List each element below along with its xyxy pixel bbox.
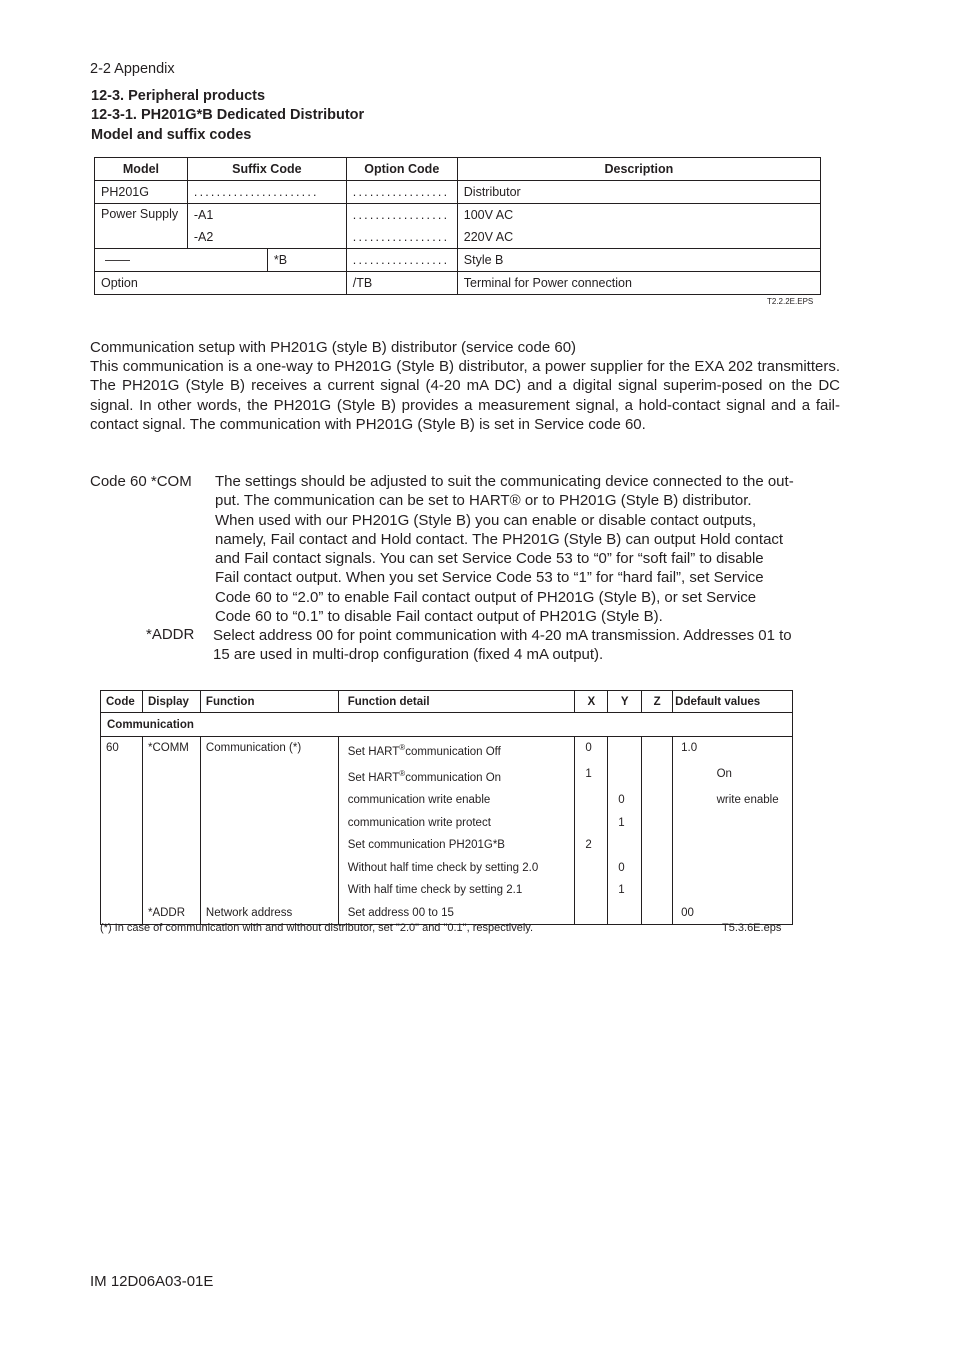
header-suffix-code: Suffix Code	[187, 158, 346, 181]
row-code: 60	[101, 737, 143, 764]
row-function-detail	[338, 834, 575, 856]
row-code	[101, 857, 143, 879]
com-line: and Fail contact signals. You can set Service Code 53 to “0” for “soft fail” to disable	[215, 550, 764, 568]
row-code	[101, 902, 143, 925]
header-y: Y	[608, 691, 642, 713]
table-row	[101, 834, 793, 856]
row-default	[673, 763, 713, 789]
row-y	[608, 902, 642, 925]
registered-mark: ®	[399, 769, 406, 779]
row-default: 00	[673, 902, 713, 925]
row-display	[142, 789, 200, 811]
option-dots: .................	[346, 226, 457, 249]
row-default	[673, 812, 713, 834]
row-x	[575, 879, 608, 901]
row-x: 0	[575, 737, 608, 764]
row-z	[642, 812, 673, 834]
row-z	[642, 857, 673, 879]
row-display	[142, 834, 200, 856]
header-display: Display	[142, 691, 200, 713]
row-function	[200, 857, 338, 879]
row-function-detail	[338, 789, 575, 811]
detail-text: communication write enable	[347, 794, 491, 807]
row-default	[673, 879, 713, 901]
row-default-note	[713, 857, 793, 879]
row-display	[142, 812, 200, 834]
row-x	[575, 812, 608, 834]
document-number: IM 12D06A03-01E	[90, 1273, 214, 1290]
row-function	[200, 879, 338, 901]
com-line: Fail contact output. When you set Service Code 53 to “1” for “hard fail”, set Service	[215, 569, 764, 587]
row-z	[642, 834, 673, 856]
row-function-detail	[338, 763, 575, 789]
row-y: 1	[608, 812, 642, 834]
row-y: 0	[608, 857, 642, 879]
detail-text: Set communication PH201G*B	[347, 839, 505, 852]
suffix-a2: -A2	[187, 226, 346, 249]
row-function	[200, 834, 338, 856]
header-function: Function	[200, 691, 338, 713]
row-x	[575, 857, 608, 879]
row-z	[642, 737, 673, 764]
row-function-detail	[338, 879, 575, 901]
row-z	[642, 879, 673, 901]
row-default-note	[713, 737, 793, 764]
row-default	[673, 834, 713, 856]
row-display	[142, 763, 200, 789]
row-default-note	[713, 879, 793, 901]
detail-text: Set HART	[347, 745, 400, 758]
row-function: Communication (*)	[200, 737, 338, 764]
detail-text-suffix: communication Off	[405, 745, 501, 758]
row-code	[101, 789, 143, 811]
row-display: *COMM	[142, 737, 200, 764]
addr-line: Select address 00 for point communication with 4-20 mA transmission. Addresses 01 to	[213, 627, 792, 644]
row-y	[608, 834, 642, 856]
row-default-note	[713, 812, 793, 834]
addr-line: 15 are used in multi-drop configuration (fixed 4 mA output).	[213, 646, 604, 664]
detail-text: With half time check by setting 2.1	[347, 884, 523, 897]
com-description	[215, 472, 840, 626]
row-display	[142, 857, 200, 879]
row-function-detail	[338, 737, 575, 764]
header-default-values: Ddefault values	[673, 691, 793, 713]
desc-style-b: Style B	[457, 249, 820, 272]
com-line: Code 60 to “0.1” to disable Fail contact output of PH201G (Style B).	[215, 608, 663, 626]
page-header: 2-2 Appendix	[90, 61, 175, 77]
communication-paragraph: This communication is a one-way to PH201G (Style B) distributor, a power supplier for the EXA 202 transmitters. The PH201G (Style B) receives a current signal (4-20 mA DC) and a digital signal superim-posed on the DC signal. In other words, the PH201G (Style B) provides a measurement signal, a hold-contact signal and a fail-contact signal. The communication with PH201G (Style B) is set in Service code 60.	[90, 358, 840, 433]
row-z	[642, 789, 673, 811]
row-display: *ADDR	[142, 902, 200, 925]
row-x: 1	[575, 763, 608, 789]
communication-title: Communication setup with PH201G (style B) distributor (service code 60)	[90, 339, 577, 356]
table-title: Model and suffix codes	[91, 127, 252, 143]
suffix-dots: ......................	[187, 181, 346, 204]
row-code	[101, 879, 143, 901]
row-default	[673, 857, 713, 879]
row-code	[101, 834, 143, 856]
row-y: 1	[608, 879, 642, 901]
row-function-detail	[338, 857, 575, 879]
desc-distributor: Distributor	[457, 181, 820, 204]
code-60-label: Code 60 *COM	[90, 473, 192, 490]
row-x: 2	[575, 834, 608, 856]
com-line: Code 60 to “2.0” to enable Fail contact output of PH201G (Style B), or set Service	[215, 588, 757, 606]
detail-text-suffix: communication On	[405, 772, 502, 785]
row-default-note	[713, 834, 793, 856]
detail-text: Without half time check by setting 2.0	[347, 861, 539, 874]
suffix-style-b: *B	[267, 249, 346, 272]
row-function-detail	[338, 812, 575, 834]
model-option: Option	[95, 272, 347, 295]
option-dots: .................	[346, 204, 457, 227]
option-tb: /TB	[346, 272, 457, 295]
table-row	[101, 902, 793, 925]
header-code: Code	[101, 691, 143, 713]
addr-description	[213, 626, 840, 665]
header-option-code: Option Code	[346, 158, 457, 181]
suffix-a1: -A1	[187, 204, 346, 227]
option-dots: .................	[346, 181, 457, 204]
row-function	[200, 812, 338, 834]
header-z: Z	[642, 691, 673, 713]
row-z	[642, 902, 673, 925]
row-default-note	[713, 902, 793, 925]
row-z	[642, 763, 673, 789]
row-function	[200, 789, 338, 811]
header-model: Model	[95, 158, 188, 181]
row-function-detail	[338, 902, 575, 925]
style-dash: ——	[95, 249, 268, 272]
table-row	[101, 879, 793, 901]
row-code	[101, 763, 143, 789]
model-power-supply: Power Supply	[95, 204, 188, 249]
table-footnote: (*) In case of communication with and without distributor, set "2.0" and "0.1", respectively.	[100, 922, 534, 934]
service-code-table	[100, 690, 793, 925]
com-line: The settings should be adjusted to suit the communicating device connected to the out-	[215, 473, 794, 490]
table-row	[101, 763, 793, 789]
table-row	[101, 789, 793, 811]
row-default	[673, 789, 713, 811]
table-reference-2: T5.3.6E.eps	[722, 922, 782, 934]
desc-220v: 220V AC	[457, 226, 820, 249]
addr-label: *ADDR	[146, 626, 195, 643]
row-default: 1.0	[673, 737, 713, 764]
header-description: Description	[457, 158, 820, 181]
row-default-note: On	[713, 763, 793, 789]
row-function	[200, 763, 338, 789]
row-y: 0	[608, 789, 642, 811]
header-function-detail: Function detail	[338, 691, 575, 713]
table-row	[101, 737, 793, 764]
row-y	[608, 763, 642, 789]
model-suffix-table	[94, 157, 821, 295]
row-x	[575, 789, 608, 811]
section-heading: 12-3. Peripheral products	[91, 88, 266, 104]
row-default-note: write enable	[713, 789, 793, 811]
table-reference: T2.2.2E.EPS	[767, 297, 814, 306]
desc-terminal: Terminal for Power connection	[457, 272, 820, 295]
table-row	[101, 812, 793, 834]
row-y	[608, 737, 642, 764]
section-communication: Communication	[101, 713, 793, 737]
subsection-heading: 12-3-1. PH201G*B Dedicated Distributor	[91, 107, 365, 123]
detail-text: Set address 00 to 15	[347, 906, 454, 919]
com-line: namely, Fail contact and Hold contact. The PH201G (Style B) can output Hold contact	[215, 530, 784, 548]
detail-text: communication write protect	[347, 816, 491, 829]
table-row	[101, 857, 793, 879]
row-function: Network address	[200, 902, 338, 925]
desc-100v: 100V AC	[457, 204, 820, 227]
com-line: put. The communication can be set to HART® or to PH201G (Style B) distributor.	[215, 492, 752, 510]
row-display	[142, 879, 200, 901]
detail-text: Set HART	[347, 772, 400, 785]
model-ph201g: PH201G	[95, 181, 188, 204]
row-x	[575, 902, 608, 925]
header-x: X	[575, 691, 608, 713]
row-code	[101, 812, 143, 834]
com-line: When used with our PH201G (Style B) you can enable or disable contact outputs,	[215, 511, 757, 529]
option-dots: .................	[346, 249, 457, 272]
registered-mark: ®	[399, 743, 406, 752]
